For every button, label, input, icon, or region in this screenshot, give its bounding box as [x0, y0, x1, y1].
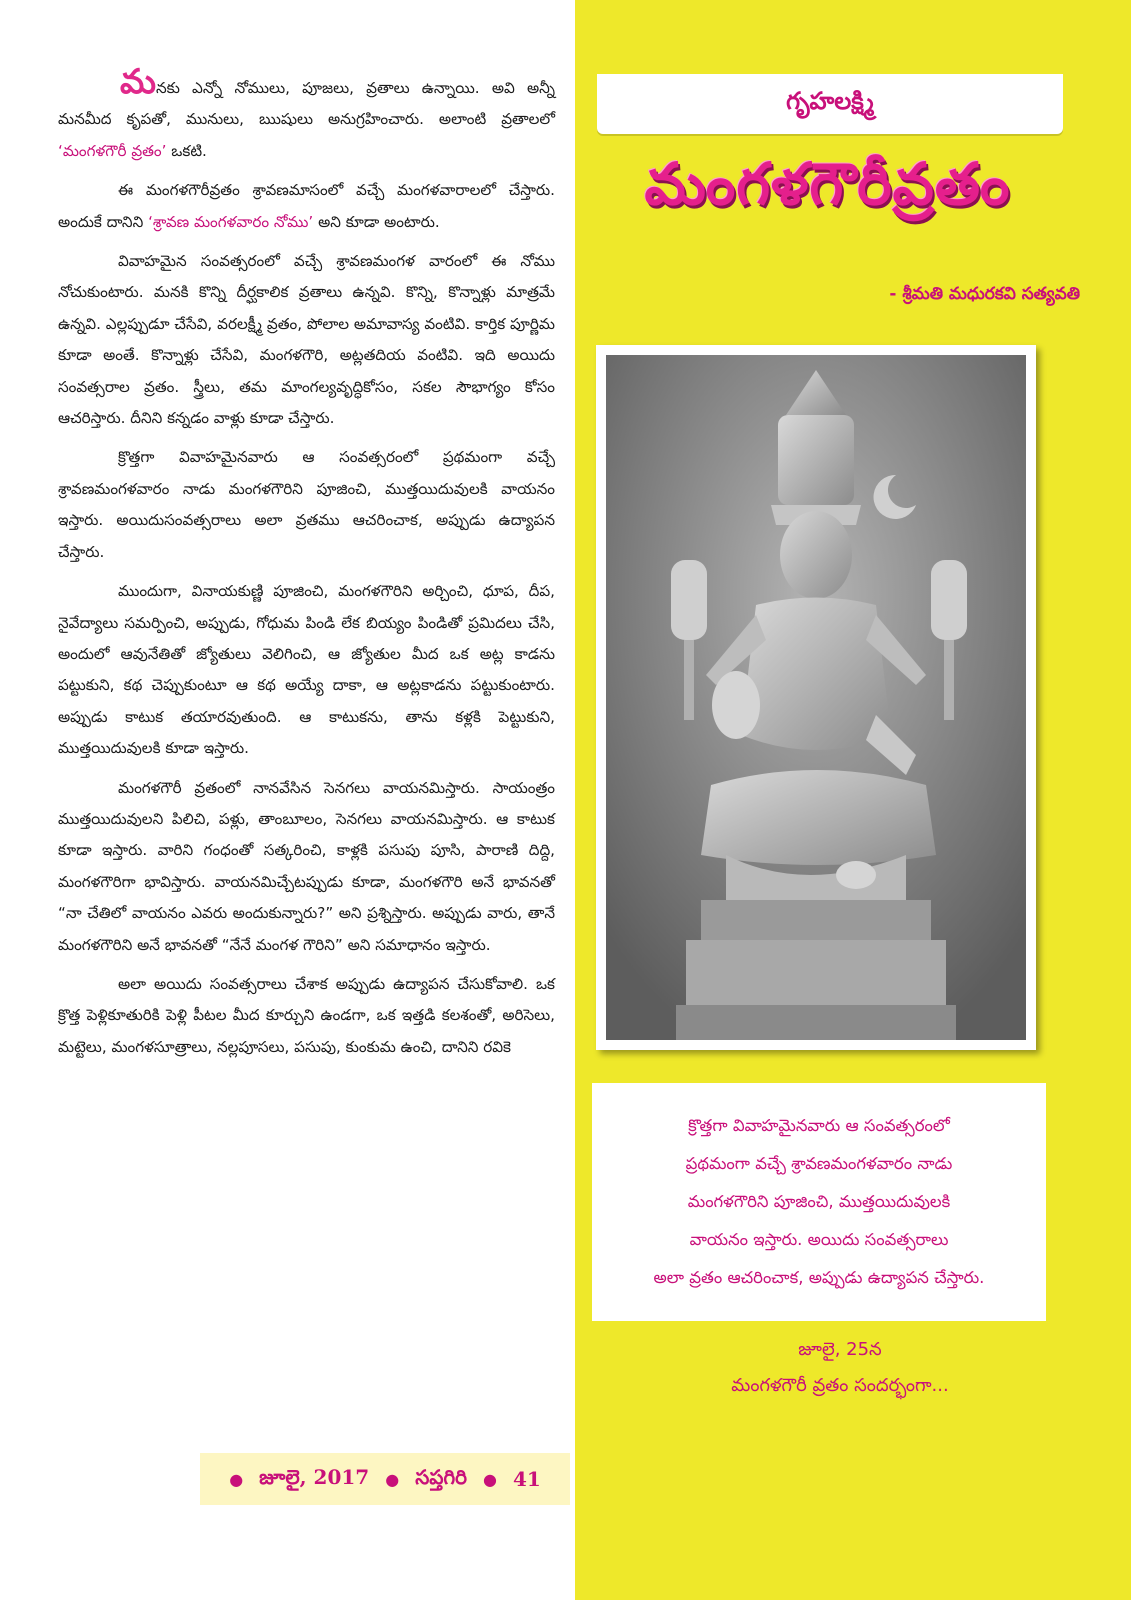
- bullet-icon: ●: [482, 1469, 497, 1489]
- p1-highlight: ‘మంగళగౌరీ వ్రతం’: [58, 141, 167, 160]
- section-tag-label: గృహలక్ష్మి: [786, 87, 874, 115]
- page-footer: [200, 1453, 570, 1505]
- section-tag: [597, 74, 1063, 134]
- goddess-statue-image: [606, 355, 1026, 1040]
- p1-text: నకు ఎన్నో నోములు, పూజలు, వ్రతాలు ఉన్నాయి. అవి అన్నీ మనమీద కృపతో, మునులు, ఋషులు అనుగ్రహించారు. అలాంటి వ్రతాలలో: [58, 79, 555, 129]
- p2-text: ఈ మంగళగౌరీవ్రతం శ్రావణమాసంలో వచ్చే మంగళవారాలలో చేస్తారు. అందుకే దానిని: [58, 181, 555, 231]
- article-paragraph-4: క్రొత్తగా వివాహమైనవారు ఆ సంవత్సరంలో ప్రథమంగా వచ్చే శ్రావణమంగళవారం నాడు మంగళగౌరిని పూజించి, ముత్తయిదువులకి వాయనం ఇస్తారు. అయిదుసంవత్సరాలు అలా వ్రతము ఆచరించాక, అప్పుడు ఉద్యాపన చేస్తారు.: [58, 448, 555, 561]
- quote-line: వాయనం ఇస్తారు. అయిదు సంవత్సరాలు: [689, 1230, 949, 1249]
- dropcap: మ: [120, 62, 156, 102]
- quote-line: ప్రథమంగా వచ్చే శ్రావణమంగళవారం నాడు: [685, 1154, 953, 1173]
- bullet-icon: ●: [385, 1469, 400, 1489]
- article-paragraph-1: [58, 62, 555, 167]
- article-paragraph-5: ముందుగా, వినాయకుణ్ణి పూజించి, మంగళగౌరిని అర్చించి, ధూప, దీప, నైవేద్యాలు సమర్పించి, అప్పుడు, గోధుమ పిండి లేక బియ్యం పిండితో ప్రమిదలు చేసి, అందులో ఆవునేతితో జ్యోతులు వెలిగించి, ఆ జ్యోతుల మీద ఒక అట్ల కాడను పట్టుకుని, కథ చెప్పుకుంటూ ఆ కథ అయ్యే దాకా, ఆ అట్లకాడను పట్టుకుంటారు. అప్పుడు కాటుక తయారవుతుంది. ఆ కాటుకను, తాను కళ్లకి పెట్టుకుని, ముత్తయిదువులకి కూడా ఇస్తారు.: [58, 582, 555, 758]
- footer-date: జూలై, 2017: [259, 1464, 370, 1489]
- article-paragraph-3: వివాహమైన సంవత్సరంలో వచ్చే శ్రావణమంగళ వారంలో ఈ నోము నోచుకుంటారు. మనకి కొన్ని దీర్ఘకాలిక వ్రతాలు ఉన్నవి. కొన్ని, కొన్నాళ్లు మాత్రమే ఉన్నవి. ఎల్లప్పుడూ చేసేవి, వరలక్ష్మీ వ్రతం, పోలాల అమావాస్య వంటివి. కార్తిక పూర్ణిమ కూడా అంతే. కొన్నాళ్లు చేసేవి, మంగళగౌరి, అట్లతదియ వంటివి. ఇది అయిదు సంవత్సరాల వ్రతం. స్త్రీలు, తమ మాంగల్యవృద్ధికోసం, సకల సౌభాగ్యం కోసం ఆచరిస్తారు. దీనిని కన్నడం వాళ్లు కూడా చేస్తారు.: [58, 252, 555, 428]
- quote-line: క్రొత్తగా వివాహమైనవారు ఆ సంవత్సరంలో: [688, 1116, 950, 1135]
- footer-page-number: 41: [512, 1467, 541, 1491]
- occasion-date: జూలై, 25న: [798, 1339, 882, 1360]
- occasion-text: మంగళగౌరీ వ్రతం సందర్భంగా...: [731, 1375, 949, 1396]
- quote-line: అలా వ్రతం ఆచరించాక, అప్పుడు ఉద్యాపన చేస్తారు.: [653, 1268, 985, 1287]
- p2-end: అని కూడా అంటారు.: [313, 212, 440, 231]
- article-paragraph-2: [58, 175, 555, 238]
- article-title: మంగళగౌరీవ్రతం: [644, 150, 1011, 218]
- p2-highlight: ‘శ్రావణ మంగళవారం నోము’: [148, 212, 314, 231]
- goddess-photo: [596, 345, 1036, 1050]
- article-paragraph-6: మంగళగౌరీ వ్రతంలో నానవేసిన సెనగలు వాయనమిస్తారు. సాయంత్రం ముత్తయిదువులని పిలిచి, పళ్లు, తాంబూలం, సెనగలు వాయనమిస్తారు. ఆ కాటుక కూడా ఇస్తారు. వారిని గంధంతో సత్కరించి, కాళ్లకి పసుపు పూసి, పారాణి దిద్ది, మంగళగౌరిగా భావిస్తారు. వాయనమిచ్చేటప్పుడు కూడా, మంగళగౌరి అనే భావనతో “నా చేతిలో వాయనం ఎవరు అందుకున్నారు?” అని ప్రశ్నిస్తారు. అప్పుడు వారు, తానే మంగళగౌరిని అనే భావనతో “నేనే మంగళ గౌరిని” అని సమాధానం ఇస్తారు.: [58, 778, 555, 954]
- author-byline: - శ్రీమతి మధురకవి సత్యవతి: [889, 284, 1080, 304]
- quote-line: మంగళగౌరిని పూజించి, ముత్తయిదువులకి: [687, 1192, 951, 1211]
- article-body: [58, 62, 555, 1071]
- article-paragraph-7: అలా అయిదు సంవత్సరాలు చేశాక అప్పుడు ఉద్యాపన చేసుకోవాలి. ఒక క్రొత్త పెళ్లికూతురికి పెళ్లి పీటల మీద కూర్చుని ఉండగా, ఒక ఇత్తడి కలశంతో, అరిసెలు, మట్టెలు, మంగళసూత్రాలు, నల్లపూసలు, పసుపు, కుంకుమ ఉంచి, దానిని రవికె: [58, 974, 555, 1056]
- p1-end: ఒకటి.: [166, 141, 207, 160]
- pull-quote-box: [592, 1083, 1046, 1321]
- occasion-caption: [580, 1332, 1100, 1404]
- bullet-icon: ●: [229, 1469, 244, 1489]
- footer-magazine: సప్తగిరి: [415, 1464, 467, 1489]
